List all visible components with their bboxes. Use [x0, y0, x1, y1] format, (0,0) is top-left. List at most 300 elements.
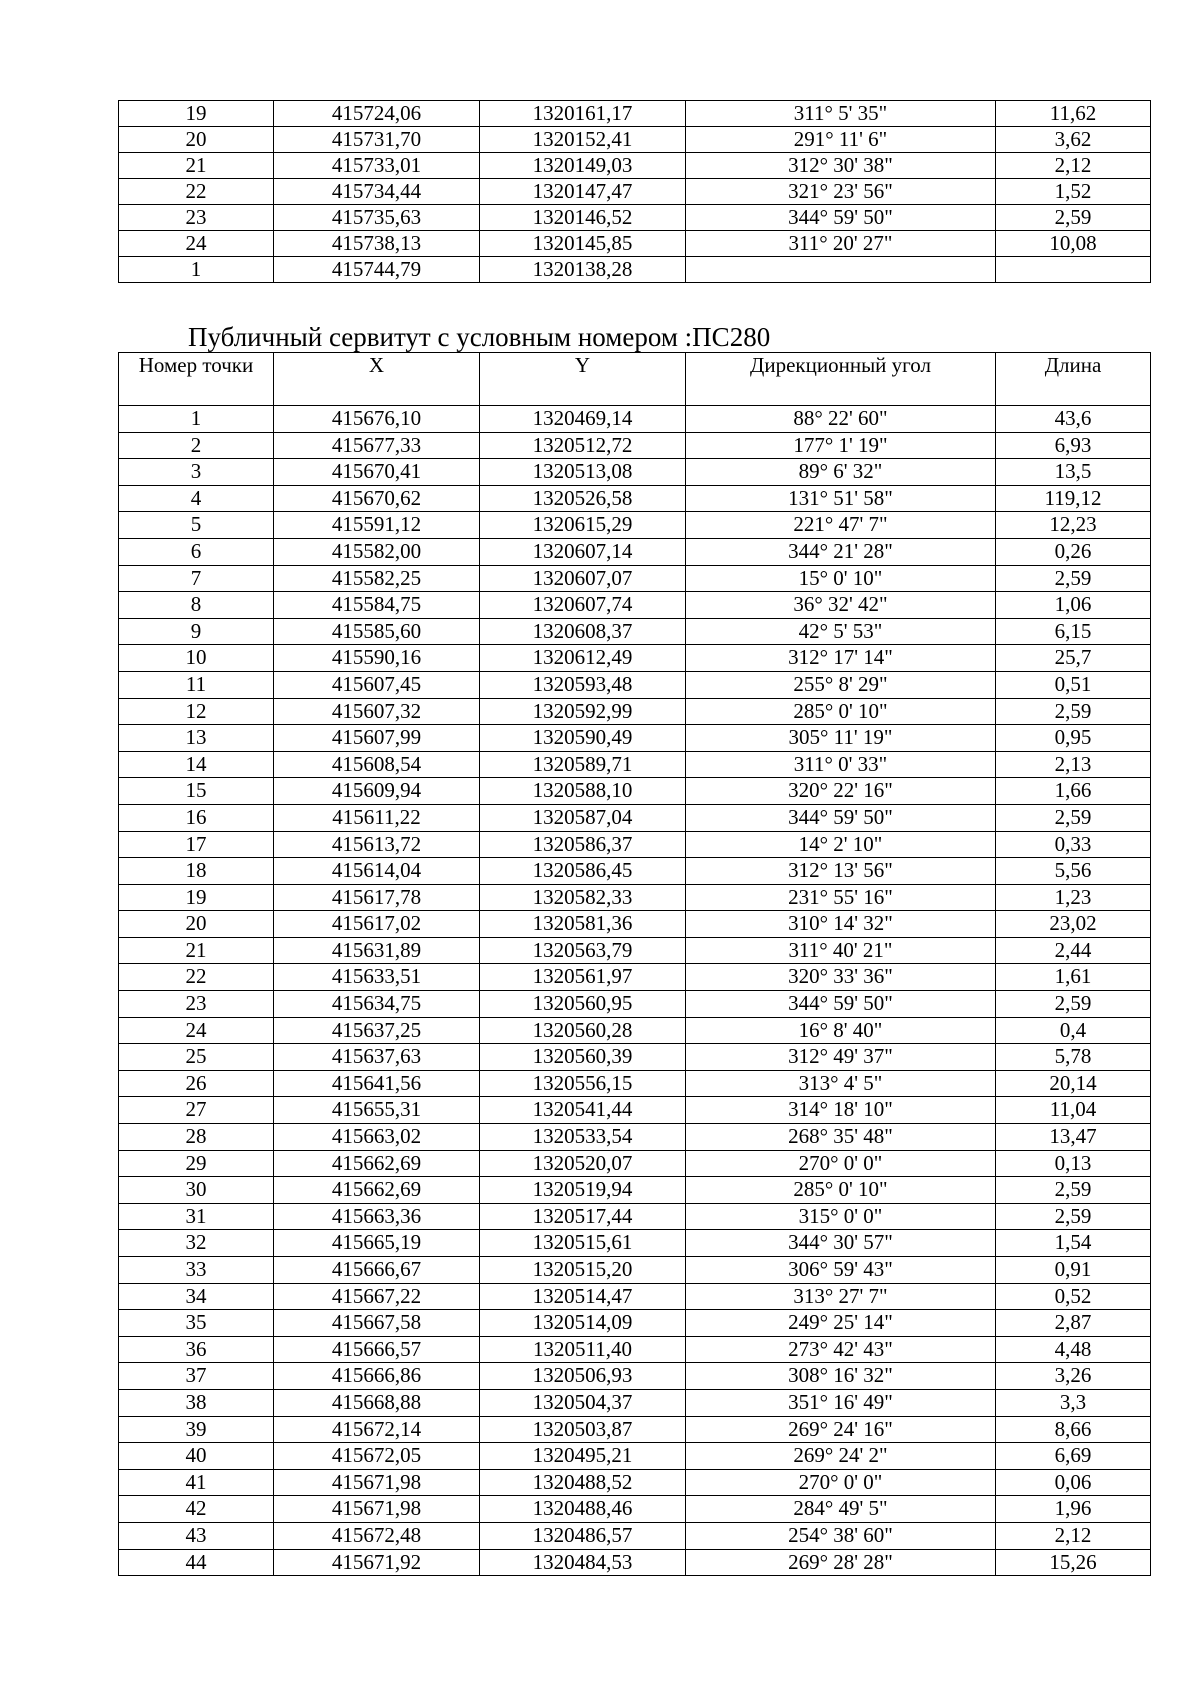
- cell-length: 23,02: [996, 911, 1151, 938]
- cell-point-number: 41: [119, 1469, 274, 1496]
- cell-x: 415609,94: [274, 778, 480, 805]
- cell-x: 415667,58: [274, 1310, 480, 1337]
- cell-direction-angle: 285° 0' 10": [686, 698, 996, 725]
- cell-y: 1320607,14: [480, 538, 686, 565]
- table-row: [119, 1150, 1151, 1177]
- cell-direction-angle: 315° 0' 0": [686, 1203, 996, 1230]
- cell-x: 415668,88: [274, 1389, 480, 1416]
- cell-x: 415608,54: [274, 751, 480, 778]
- table-row: [119, 1044, 1151, 1071]
- cell-length: 1,61: [996, 964, 1151, 991]
- cell-length: 0,52: [996, 1283, 1151, 1310]
- cell-x: 415655,31: [274, 1097, 480, 1124]
- cell-x: 415585,60: [274, 618, 480, 645]
- table-row: [119, 725, 1151, 752]
- cell-point-number: 40: [119, 1443, 274, 1470]
- cell-y: 1320514,47: [480, 1283, 686, 1310]
- table-row: [119, 179, 1151, 205]
- cell-direction-angle: 269° 24' 16": [686, 1416, 996, 1443]
- cell-direction-angle: 254° 38' 60": [686, 1522, 996, 1549]
- cell-y: 1320488,52: [480, 1469, 686, 1496]
- table-row: [119, 1070, 1151, 1097]
- cell-length: 2,87: [996, 1310, 1151, 1337]
- cell-direction-angle: 310° 14' 32": [686, 911, 996, 938]
- table-row: [119, 698, 1151, 725]
- cell-x: 415663,36: [274, 1203, 480, 1230]
- cell-x: 415633,51: [274, 964, 480, 991]
- cell-direction-angle: 15° 0' 10": [686, 565, 996, 592]
- cell-point-number: 39: [119, 1416, 274, 1443]
- cell-direction-angle: 311° 0' 33": [686, 751, 996, 778]
- cell-length: 2,59: [996, 1177, 1151, 1204]
- table-row: [119, 1097, 1151, 1124]
- cell-direction-angle: 231° 55' 16": [686, 884, 996, 911]
- cell-x: 415663,02: [274, 1124, 480, 1151]
- cell-direction-angle: 312° 13' 56": [686, 858, 996, 885]
- cell-length: 4,48: [996, 1336, 1151, 1363]
- cell-y: 1320486,57: [480, 1522, 686, 1549]
- cell-x: 415738,13: [274, 231, 480, 257]
- cell-y: 1320145,85: [480, 231, 686, 257]
- header-row: [119, 353, 1151, 406]
- cell-x: 415670,62: [274, 485, 480, 512]
- cell-length: 3,26: [996, 1363, 1151, 1390]
- cell-y: 1320581,36: [480, 911, 686, 938]
- cell-direction-angle: 312° 30' 38": [686, 153, 996, 179]
- cell-point-number: 13: [119, 725, 274, 752]
- table-row: [119, 1549, 1151, 1576]
- cell-length: 6,69: [996, 1443, 1151, 1470]
- cell-length: 0,51: [996, 671, 1151, 698]
- cell-point-number: 37: [119, 1363, 274, 1390]
- cell-y: 1320556,15: [480, 1070, 686, 1097]
- cell-y: 1320582,33: [480, 884, 686, 911]
- cell-x: 415671,98: [274, 1496, 480, 1523]
- cell-x: 415666,86: [274, 1363, 480, 1390]
- cell-direction-angle: 313° 4' 5": [686, 1070, 996, 1097]
- cell-x: 415666,57: [274, 1336, 480, 1363]
- cell-direction-angle: 270° 0' 0": [686, 1150, 996, 1177]
- cell-length: 1,54: [996, 1230, 1151, 1257]
- cell-point-number: 21: [119, 937, 274, 964]
- cell-point-number: 16: [119, 804, 274, 831]
- cell-y: 1320586,45: [480, 858, 686, 885]
- cell-y: 1320161,17: [480, 101, 686, 127]
- cell-length: 1,52: [996, 179, 1151, 205]
- cell-point-number: 24: [119, 231, 274, 257]
- table-row: [119, 911, 1151, 938]
- cell-length: 2,44: [996, 937, 1151, 964]
- table-row: [119, 1469, 1151, 1496]
- cell-direction-angle: 320° 22' 16": [686, 778, 996, 805]
- cell-y: 1320504,37: [480, 1389, 686, 1416]
- cell-y: 1320146,52: [480, 205, 686, 231]
- cell-direction-angle: 311° 20' 27": [686, 231, 996, 257]
- cell-point-number: 11: [119, 671, 274, 698]
- cell-y: 1320514,09: [480, 1310, 686, 1337]
- cell-point-number: 35: [119, 1310, 274, 1337]
- cell-x: 415607,45: [274, 671, 480, 698]
- table-row: [119, 231, 1151, 257]
- table-row: [119, 205, 1151, 231]
- cell-y: 1320469,14: [480, 406, 686, 433]
- cell-x: 415641,56: [274, 1070, 480, 1097]
- cell-direction-angle: 314° 18' 10": [686, 1097, 996, 1124]
- cell-length: 2,59: [996, 698, 1151, 725]
- cell-point-number: 2: [119, 432, 274, 459]
- cell-x: 415676,10: [274, 406, 480, 433]
- cell-length: 0,95: [996, 725, 1151, 752]
- cell-y: 1320592,99: [480, 698, 686, 725]
- cell-y: 1320488,46: [480, 1496, 686, 1523]
- table-row: [119, 778, 1151, 805]
- cell-x: 415665,19: [274, 1230, 480, 1257]
- cell-point-number: 6: [119, 538, 274, 565]
- cell-y: 1320513,08: [480, 459, 686, 486]
- cell-direction-angle: 16° 8' 40": [686, 1017, 996, 1044]
- cell-y: 1320533,54: [480, 1124, 686, 1151]
- cell-length: 1,96: [996, 1496, 1151, 1523]
- cell-length: 8,66: [996, 1416, 1151, 1443]
- cell-point-number: 30: [119, 1177, 274, 1204]
- cell-direction-angle: 311° 5' 35": [686, 101, 996, 127]
- cell-length: 119,12: [996, 485, 1151, 512]
- cell-x: 415582,00: [274, 538, 480, 565]
- servitude-coordinates-table: [118, 352, 1151, 1576]
- cell-length: 13,5: [996, 459, 1151, 486]
- cell-x: 415667,22: [274, 1283, 480, 1310]
- table-row: [119, 1177, 1151, 1204]
- cell-point-number: 1: [119, 257, 274, 283]
- cell-x: 415614,04: [274, 858, 480, 885]
- cell-length: 1,06: [996, 592, 1151, 619]
- table-row: [119, 1257, 1151, 1284]
- cell-length: 6,15: [996, 618, 1151, 645]
- table-row: [119, 592, 1151, 619]
- table-row: [119, 937, 1151, 964]
- cell-x: 415631,89: [274, 937, 480, 964]
- cell-direction-angle: 221° 47' 7": [686, 512, 996, 539]
- section-title: Публичный сервитут с условным номером :ПС280: [188, 322, 771, 352]
- cell-x: 415672,14: [274, 1416, 480, 1443]
- table-row: [119, 858, 1151, 885]
- cell-x: 415666,67: [274, 1257, 480, 1284]
- table-row: [119, 751, 1151, 778]
- table-row: [119, 1416, 1151, 1443]
- cell-y: 1320484,53: [480, 1549, 686, 1576]
- cell-length: 3,3: [996, 1389, 1151, 1416]
- cell-length: 20,14: [996, 1070, 1151, 1097]
- cell-point-number: 9: [119, 618, 274, 645]
- cell-y: 1320515,20: [480, 1257, 686, 1284]
- cell-length: 2,59: [996, 804, 1151, 831]
- cell-y: 1320512,72: [480, 432, 686, 459]
- cell-x: 415584,75: [274, 592, 480, 619]
- cell-length: 2,59: [996, 1203, 1151, 1230]
- cell-point-number: 10: [119, 645, 274, 672]
- cell-x: 415677,33: [274, 432, 480, 459]
- table-row: [119, 1203, 1151, 1230]
- cell-point-number: 20: [119, 127, 274, 153]
- cell-point-number: 19: [119, 101, 274, 127]
- cell-x: 415617,02: [274, 911, 480, 938]
- header-y: Y: [480, 353, 686, 406]
- table-row: [119, 485, 1151, 512]
- table-row: [119, 804, 1151, 831]
- cell-y: 1320517,44: [480, 1203, 686, 1230]
- cell-point-number: 22: [119, 964, 274, 991]
- cell-y: 1320520,07: [480, 1150, 686, 1177]
- cell-point-number: 5: [119, 512, 274, 539]
- cell-y: 1320586,37: [480, 831, 686, 858]
- cell-y: 1320587,04: [480, 804, 686, 831]
- cell-direction-angle: 14° 2' 10": [686, 831, 996, 858]
- cell-direction-angle: 269° 24' 2": [686, 1443, 996, 1470]
- table-row: [119, 1496, 1151, 1523]
- cell-x: 415637,63: [274, 1044, 480, 1071]
- table-row: [119, 459, 1151, 486]
- cell-point-number: 17: [119, 831, 274, 858]
- cell-y: 1320503,87: [480, 1416, 686, 1443]
- cell-point-number: 21: [119, 153, 274, 179]
- table-row: [119, 1230, 1151, 1257]
- table-row: [119, 406, 1151, 433]
- cell-point-number: 32: [119, 1230, 274, 1257]
- table-row: [119, 1283, 1151, 1310]
- cell-y: 1320526,58: [480, 485, 686, 512]
- cell-x: 415734,44: [274, 179, 480, 205]
- cell-length: 0,4: [996, 1017, 1151, 1044]
- cell-direction-angle: 291° 11' 6": [686, 127, 996, 153]
- cell-point-number: 27: [119, 1097, 274, 1124]
- cell-direction-angle: 344° 21' 28": [686, 538, 996, 565]
- cell-length: 0,33: [996, 831, 1151, 858]
- cell-y: 1320561,97: [480, 964, 686, 991]
- table-row: [119, 964, 1151, 991]
- cell-y: 1320147,47: [480, 179, 686, 205]
- coordinates-table-body: [119, 101, 1151, 283]
- table-row: [119, 1443, 1151, 1470]
- cell-point-number: 24: [119, 1017, 274, 1044]
- cell-y: 1320149,03: [480, 153, 686, 179]
- table-row: [119, 831, 1151, 858]
- cell-length: 25,7: [996, 645, 1151, 672]
- cell-x: 415733,01: [274, 153, 480, 179]
- cell-direction-angle: 311° 40' 21": [686, 937, 996, 964]
- cell-y: 1320590,49: [480, 725, 686, 752]
- cell-length: 10,08: [996, 231, 1151, 257]
- cell-length: 12,23: [996, 512, 1151, 539]
- table-row: [119, 645, 1151, 672]
- cell-length: 2,12: [996, 1522, 1151, 1549]
- cell-y: 1320607,74: [480, 592, 686, 619]
- cell-direction-angle: 255° 8' 29": [686, 671, 996, 698]
- header-x: X: [274, 353, 480, 406]
- cell-y: 1320607,07: [480, 565, 686, 592]
- cell-x: 415611,22: [274, 804, 480, 831]
- cell-y: 1320615,29: [480, 512, 686, 539]
- cell-direction-angle: 249° 25' 14": [686, 1310, 996, 1337]
- cell-length: 1,66: [996, 778, 1151, 805]
- cell-point-number: 23: [119, 205, 274, 231]
- cell-direction-angle: 313° 27' 7": [686, 1283, 996, 1310]
- cell-x: 415735,63: [274, 205, 480, 231]
- table-row: [119, 565, 1151, 592]
- cell-x: 415607,32: [274, 698, 480, 725]
- table-row: [119, 538, 1151, 565]
- cell-direction-angle: 273° 42' 43": [686, 1336, 996, 1363]
- cell-y: 1320515,61: [480, 1230, 686, 1257]
- table-row: [119, 1389, 1151, 1416]
- cell-length: 0,06: [996, 1469, 1151, 1496]
- header-point-number: Номер точки: [119, 353, 274, 406]
- cell-x: 415582,25: [274, 565, 480, 592]
- cell-y: 1320560,28: [480, 1017, 686, 1044]
- cell-y: 1320519,94: [480, 1177, 686, 1204]
- cell-direction-angle: 269° 28' 28": [686, 1549, 996, 1576]
- table-row: [119, 127, 1151, 153]
- cell-x: 415613,72: [274, 831, 480, 858]
- header-direction-angle: Дирекционный угол: [686, 353, 996, 406]
- cell-x: 415671,98: [274, 1469, 480, 1496]
- table-row: [119, 671, 1151, 698]
- table-row: [119, 1363, 1151, 1390]
- table-row: [119, 618, 1151, 645]
- cell-direction-angle: 308° 16' 32": [686, 1363, 996, 1390]
- cell-x: 415670,41: [274, 459, 480, 486]
- cell-point-number: 3: [119, 459, 274, 486]
- cell-point-number: 29: [119, 1150, 274, 1177]
- cell-length: 1,23: [996, 884, 1151, 911]
- cell-length: 5,78: [996, 1044, 1151, 1071]
- cell-direction-angle: 131° 51' 58": [686, 485, 996, 512]
- cell-length: 15,26: [996, 1549, 1151, 1576]
- cell-y: 1320593,48: [480, 671, 686, 698]
- cell-y: 1320608,37: [480, 618, 686, 645]
- cell-direction-angle: 305° 11' 19": [686, 725, 996, 752]
- cell-y: 1320152,41: [480, 127, 686, 153]
- cell-length: 11,62: [996, 101, 1151, 127]
- cell-direction-angle: 344° 30' 57": [686, 1230, 996, 1257]
- cell-direction-angle: 344° 59' 50": [686, 205, 996, 231]
- cell-length: 43,6: [996, 406, 1151, 433]
- cell-x: 415672,48: [274, 1522, 480, 1549]
- cell-direction-angle: 321° 23' 56": [686, 179, 996, 205]
- cell-length: 0,26: [996, 538, 1151, 565]
- cell-point-number: 15: [119, 778, 274, 805]
- table-row: [119, 884, 1151, 911]
- cell-length: 0,13: [996, 1150, 1151, 1177]
- cell-y: 1320560,95: [480, 991, 686, 1018]
- servitude-table-body: [119, 406, 1151, 1576]
- cell-direction-angle: [686, 257, 996, 283]
- coordinates-table-continuation: [118, 100, 1151, 283]
- cell-point-number: 43: [119, 1522, 274, 1549]
- table-row: [119, 1336, 1151, 1363]
- cell-y: 1320563,79: [480, 937, 686, 964]
- cell-length: 13,47: [996, 1124, 1151, 1151]
- table-row: [119, 257, 1151, 283]
- cell-direction-angle: 88° 22' 60": [686, 406, 996, 433]
- cell-x: 415590,16: [274, 645, 480, 672]
- cell-point-number: 33: [119, 1257, 274, 1284]
- cell-y: 1320612,49: [480, 645, 686, 672]
- cell-point-number: 34: [119, 1283, 274, 1310]
- cell-length: 2,59: [996, 565, 1151, 592]
- cell-length: 2,12: [996, 153, 1151, 179]
- cell-x: 415731,70: [274, 127, 480, 153]
- cell-direction-angle: 177° 1' 19": [686, 432, 996, 459]
- cell-direction-angle: 268° 35' 48": [686, 1124, 996, 1151]
- cell-y: 1320588,10: [480, 778, 686, 805]
- cell-x: 415662,69: [274, 1177, 480, 1204]
- cell-direction-angle: 306° 59' 43": [686, 1257, 996, 1284]
- table-row: [119, 153, 1151, 179]
- cell-point-number: 23: [119, 991, 274, 1018]
- cell-length: 5,56: [996, 858, 1151, 885]
- cell-length: 6,93: [996, 432, 1151, 459]
- cell-length: 2,59: [996, 205, 1151, 231]
- cell-point-number: 26: [119, 1070, 274, 1097]
- table-row: [119, 432, 1151, 459]
- cell-point-number: 38: [119, 1389, 274, 1416]
- cell-point-number: 14: [119, 751, 274, 778]
- cell-length: 0,91: [996, 1257, 1151, 1284]
- cell-x: 415634,75: [274, 991, 480, 1018]
- cell-point-number: 19: [119, 884, 274, 911]
- cell-point-number: 1: [119, 406, 274, 433]
- cell-length: 2,59: [996, 991, 1151, 1018]
- cell-point-number: 44: [119, 1549, 274, 1576]
- cell-direction-angle: 42° 5' 53": [686, 618, 996, 645]
- cell-point-number: 18: [119, 858, 274, 885]
- cell-direction-angle: 320° 33' 36": [686, 964, 996, 991]
- cell-y: 1320506,93: [480, 1363, 686, 1390]
- cell-y: 1320138,28: [480, 257, 686, 283]
- header-length: Длина: [996, 353, 1151, 406]
- cell-x: 415607,99: [274, 725, 480, 752]
- table-header: [119, 353, 1151, 406]
- cell-point-number: 25: [119, 1044, 274, 1071]
- cell-direction-angle: 344° 59' 50": [686, 804, 996, 831]
- cell-direction-angle: 285° 0' 10": [686, 1177, 996, 1204]
- cell-point-number: 8: [119, 592, 274, 619]
- cell-length: [996, 257, 1151, 283]
- cell-direction-angle: 36° 32' 42": [686, 592, 996, 619]
- cell-y: 1320560,39: [480, 1044, 686, 1071]
- cell-x: 415672,05: [274, 1443, 480, 1470]
- table-row: [119, 1124, 1151, 1151]
- cell-direction-angle: 89° 6' 32": [686, 459, 996, 486]
- cell-point-number: 31: [119, 1203, 274, 1230]
- cell-x: 415724,06: [274, 101, 480, 127]
- cell-point-number: 42: [119, 1496, 274, 1523]
- cell-direction-angle: 344° 59' 50": [686, 991, 996, 1018]
- cell-y: 1320495,21: [480, 1443, 686, 1470]
- cell-point-number: 4: [119, 485, 274, 512]
- table-row: [119, 101, 1151, 127]
- cell-y: 1320589,71: [480, 751, 686, 778]
- cell-x: 415671,92: [274, 1549, 480, 1576]
- table-row: [119, 512, 1151, 539]
- cell-point-number: 12: [119, 698, 274, 725]
- table-row: [119, 1310, 1151, 1337]
- cell-length: 2,13: [996, 751, 1151, 778]
- cell-x: 415744,79: [274, 257, 480, 283]
- cell-point-number: 7: [119, 565, 274, 592]
- table-row: [119, 991, 1151, 1018]
- table-row: [119, 1522, 1151, 1549]
